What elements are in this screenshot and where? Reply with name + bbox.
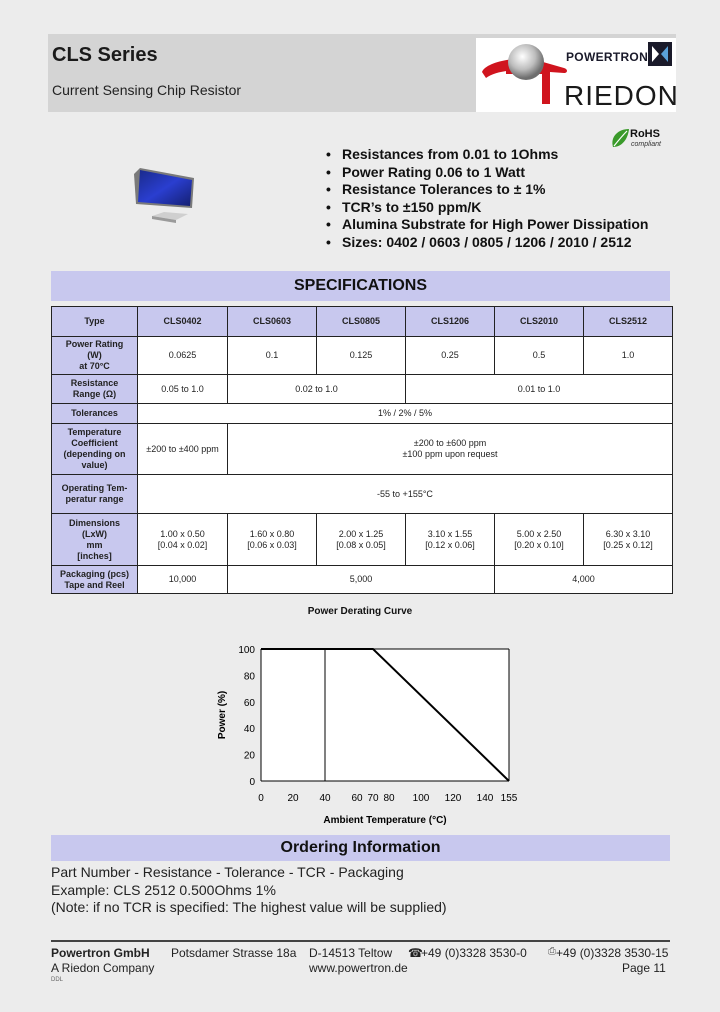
chart-title: Power Derating Curve — [307, 606, 413, 617]
footer-company: Powertron GmbH — [51, 946, 150, 960]
power-derating-chart — [200, 632, 540, 832]
feature-item: • Resistances from 0.01 to 1Ohms — [326, 146, 648, 164]
packaging-cell: 10,000 — [138, 566, 228, 594]
type-cell: CLS0402 — [138, 307, 228, 337]
logo-riedon-text: RIEDON — [564, 80, 679, 111]
dimension-cell: 2.00 x 1.25 [0.08 x 0.05] — [317, 514, 406, 566]
dimension-cell: 1.60 x 0.80 [0.06 x 0.03] — [228, 514, 317, 566]
resistor-chip-image — [128, 160, 208, 230]
footer-mark: DDL — [51, 977, 64, 983]
y-axis-label: Power (%) — [217, 690, 228, 740]
tcr-cell: ±200 to ±600 ppm ±100 ppm upon request — [228, 424, 673, 475]
table-row — [52, 514, 673, 566]
logo-powertron-text: POWERTRON — [566, 50, 649, 64]
packaging-cell: 4,000 — [495, 566, 673, 594]
operating-temp-label: Operating Tem- peratur range — [52, 475, 138, 514]
page-title: CLS Series — [52, 44, 158, 66]
y-tick-label: 40 — [243, 724, 255, 736]
y-tick-label: 0 — [249, 777, 255, 788]
tolerance-cell: 1% / 2% / 5% — [138, 404, 673, 424]
x-tick-label: 155 — [500, 793, 518, 804]
power-cell: 0.125 — [317, 337, 406, 375]
resistance-range-label: Resistance Range (Ω) — [52, 375, 138, 404]
feature-item: • Sizes: 0402 / 0603 / 0805 / 1206 / 2010 / 2512 — [326, 234, 648, 252]
footer-page-number: Page 11 — [622, 961, 666, 975]
y-tick-label: 60 — [243, 697, 255, 709]
page-subtitle: Current Sensing Chip Resistor — [52, 82, 242, 98]
feature-item: • TCR’s to ±150 ppm/K — [326, 199, 648, 217]
ordering-note: (Note: if no TCR is specified: The highest value will be supplied) — [51, 899, 447, 915]
tolerances-label: Tolerances — [52, 404, 138, 424]
power-cell: 0.1 — [228, 337, 317, 375]
fax-icon: ⎙ — [548, 946, 556, 957]
resistance-cell: 0.01 to 1.0 — [406, 375, 673, 404]
table-row — [52, 307, 673, 337]
footer-company-sub: A Riedon Company — [51, 961, 155, 975]
ordering-format: Part Number - Resistance - Tolerance - TCR - Packaging — [51, 864, 404, 880]
y-tick-label: 80 — [243, 671, 255, 683]
power-cell: 0.0625 — [138, 337, 228, 375]
dimension-cell: 5.00 x 2.50 [0.20 x 0.10] — [495, 514, 584, 566]
ordering-heading: Ordering Information — [51, 835, 670, 861]
specifications-heading: SPECIFICATIONS — [51, 271, 670, 301]
tcr-label: Temperature Coefficient (depending on value) — [52, 424, 138, 475]
packaging-cell: 5,000 — [228, 566, 495, 594]
type-cell: CLS0603 — [228, 307, 317, 337]
power-rating-label: Power Rating (W) at 70°C — [52, 337, 138, 375]
type-cell: CLS1206 — [406, 307, 495, 337]
feature-item: • Power Rating 0.06 to 1 Watt — [326, 164, 648, 182]
dimension-cell: 6.30 x 3.10 [0.25 x 0.12] — [584, 514, 673, 566]
footer-city: D-14513 Teltow — [309, 946, 393, 960]
rohs-title: RoHS — [630, 128, 660, 140]
footer-phone: +49 (0)3328 3530-0 — [421, 946, 527, 960]
feature-item: • Alumina Substrate for High Power Dissipation — [326, 216, 648, 234]
footer-fax: +49 (0)3328 3530-15 — [556, 946, 669, 960]
dimensions-label: Dimensions (LxW) mm [inches] — [52, 514, 138, 566]
type-cell: CLS2010 — [495, 307, 584, 337]
type-label: Type — [52, 307, 138, 337]
y-tick-label: 20 — [243, 750, 255, 762]
dimension-cell: 3.10 x 1.55 [0.12 x 0.06] — [406, 514, 495, 566]
table-row — [52, 404, 673, 424]
tcr-cell: ±200 to ±400 ppm — [138, 424, 228, 475]
footer-website[interactable]: www.powertron.de — [309, 961, 408, 975]
feature-list — [326, 146, 648, 251]
specifications-table — [51, 306, 673, 594]
y-tick-label: 100 — [238, 645, 255, 656]
table-row — [52, 375, 673, 404]
table-row — [52, 475, 673, 514]
footer-street: Potsdamer Strasse 18a — [171, 946, 297, 960]
feature-item: • Resistance Tolerances to ± 1% — [326, 181, 648, 199]
x-tick-label: 20 — [287, 793, 299, 804]
footer-divider — [51, 940, 670, 942]
resistance-cell: 0.02 to 1.0 — [228, 375, 406, 404]
plot-area — [261, 649, 509, 781]
ordering-example: Example: CLS 2512 0.500Ohms 1% — [51, 882, 276, 898]
table-row — [52, 566, 673, 594]
table-row — [52, 337, 673, 375]
x-axis-label: Ambient Temperature (°C) — [323, 815, 447, 826]
operating-temp-cell: -55 to +155°C — [138, 475, 673, 514]
x-tick-label: 80 — [383, 793, 395, 804]
table-row — [52, 424, 673, 475]
x-tick-label: 0 — [258, 793, 264, 804]
type-cell: CLS2512 — [584, 307, 673, 337]
packaging-label: Packaging (pcs) Tape and Reel — [52, 566, 138, 594]
x-tick-label: 60 — [351, 793, 363, 804]
power-cell: 0.25 — [406, 337, 495, 375]
x-tick-label: 40 — [319, 793, 331, 804]
rohs-sub: compliant — [631, 141, 661, 148]
x-tick-label: 120 — [444, 793, 462, 804]
dimension-cell: 1.00 x 0.50 [0.04 x 0.02] — [138, 514, 228, 566]
x-tick-label: 70 — [367, 793, 379, 804]
power-cell: 1.0 — [584, 337, 673, 375]
type-cell: CLS0805 — [317, 307, 406, 337]
x-tick-label: 140 — [476, 793, 494, 804]
power-cell: 0.5 — [495, 337, 584, 375]
x-tick-label: 100 — [412, 793, 430, 804]
phone-icon: ☎ — [408, 946, 423, 960]
resistance-cell: 0.05 to 1.0 — [138, 375, 228, 404]
